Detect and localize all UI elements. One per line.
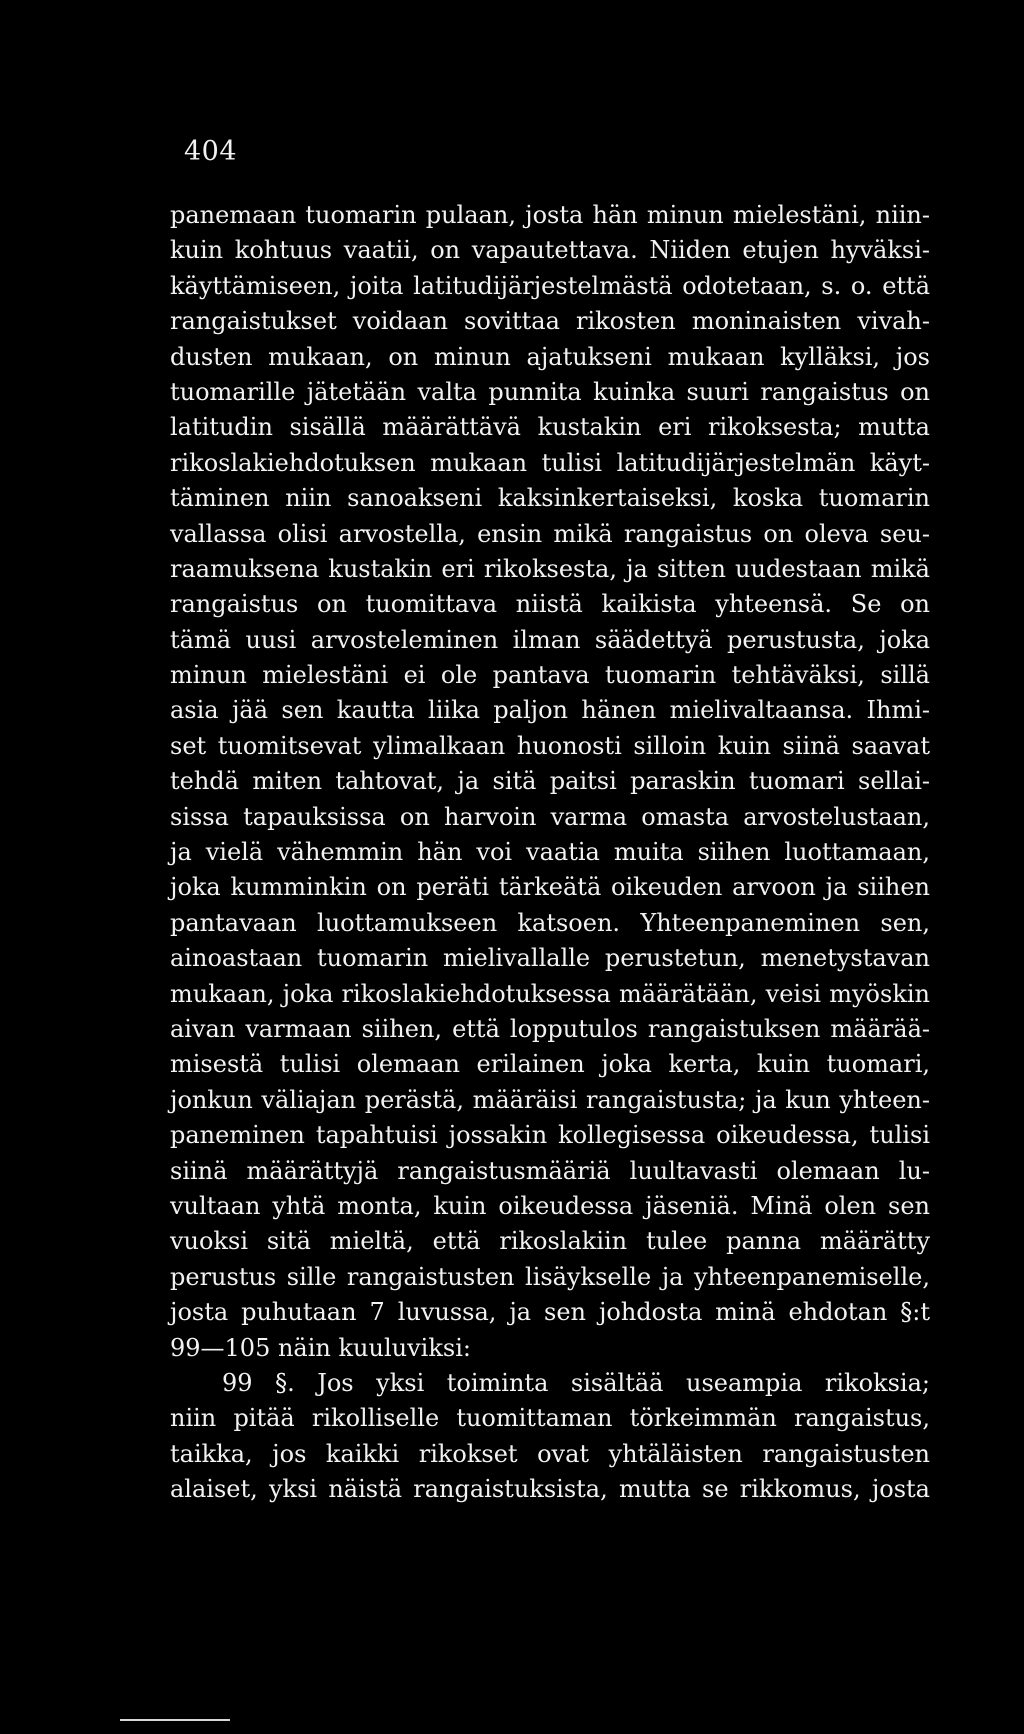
text-line: dusten mukaan, on minun ajatukseni mukaan kylläksi, jos xyxy=(170,342,930,371)
text-line: tuomarille jätetään valta punnita kuinka suuri rangaistus on xyxy=(170,377,930,406)
text-line: aivan varmaan siihen, että lopputulos rangaistuksen määrää- xyxy=(170,1014,930,1043)
text-line: panemaan tuomarin pulaan, josta hän minun mielestäni, niin- xyxy=(170,201,930,229)
text-line: paneminen tapahtuisi jossakin kollegisessa oikeudessa, tulisi xyxy=(170,1121,930,1150)
text-line: vuoksi sitä mieltä, että rikoslakiin tulee panna määrätty xyxy=(170,1227,930,1256)
text-line: set tuomitsevat ylimalkaan huonosti silloin kuin siinä saavat xyxy=(170,731,930,760)
text-line: rangaistus on tuomittava niistä kaikista yhteensä. Se on xyxy=(170,590,930,619)
text-line: josta puhutaan 7 luvussa, ja sen johdosta minä ehdotan §:t xyxy=(170,1298,930,1327)
text-line: asia jää sen kautta liika paljon hänen mielivaltaansa. Ihmi- xyxy=(170,696,930,725)
text-line: latitudin sisällä määrättävä kustakin eri rikoksesta; mutta xyxy=(170,413,930,442)
footnote-rule xyxy=(120,1719,230,1721)
text-line: ainoastaan tuomarin mielivallalle perustetun, menetystavan xyxy=(170,944,930,973)
text-line: joka kumminkin on peräti tärkeätä oikeuden arvoon ja siihen xyxy=(170,873,930,902)
text-line: jonkun väliajan perästä, määräisi rangaistusta; ja kun yhteen- xyxy=(170,1085,930,1114)
text-line: minun mielestäni ei ole pantava tuomarin tehtäväksi, sillä xyxy=(170,661,930,690)
text-line: taikka, jos kaikki rikokset ovat yhtäläisten rangaistusten xyxy=(170,1439,930,1468)
page-number: 404 xyxy=(184,136,238,167)
text-line: kuin kohtuus vaatii, on vapautettava. Niiden etujen hyväksi- xyxy=(170,236,930,265)
text-line: tämä uusi arvosteleminen ilman säädettyä perustusta, joka xyxy=(170,625,930,654)
text-line: käyttämiseen, joita latitudijärjestelmästä odotetaan, s. o. että xyxy=(170,271,930,300)
text-line: vultaan yhtä monta, kuin oikeudessa jäseniä. Minä olen sen xyxy=(170,1191,930,1220)
section-heading-line: 99 §. Jos yksi toiminta sisältää useampia rikoksia; xyxy=(222,1368,930,1397)
text-line: siinä määrättyjä rangaistusmääriä luultavasti olemaan lu- xyxy=(170,1156,930,1185)
text-line: rikoslakiehdotuksen mukaan tulisi latitudijärjestelmän käyt- xyxy=(170,448,930,477)
text-line: sissa tapauksissa on harvoin varma omasta arvostelustaan, xyxy=(170,802,930,831)
body-text xyxy=(170,198,930,1507)
text-line: perustus sille rangaistusten lisäykselle ja yhteenpanemiselle, xyxy=(170,1262,930,1291)
text-line: 99—105 näin kuuluviksi: xyxy=(170,1333,471,1362)
text-line: alaiset, yksi näistä rangaistuksista, mutta se rikkomus, josta xyxy=(170,1475,930,1504)
text-line: raamuksena kustakin eri rikoksesta, ja sitten uudestaan mikä xyxy=(170,554,930,583)
text-line: ja vielä vähemmin hän voi vaatia muita siihen luottamaan, xyxy=(170,838,930,867)
text-line: vallassa olisi arvostella, ensin mikä rangaistus on oleva seu- xyxy=(170,519,930,548)
text-line: misestä tulisi olemaan erilainen joka kerta, kuin tuomari, xyxy=(170,1050,930,1079)
text-line: niin pitää rikolliselle tuomittaman törkeimmän rangaistus, xyxy=(170,1404,930,1433)
text-line: täminen niin sanoakseni kaksinkertaiseksi, koska tuomarin xyxy=(170,484,930,513)
text-line: mukaan, joka rikoslakiehdotuksessa määrätään, veisi myöskin xyxy=(170,979,930,1008)
text-line: pantavaan luottamukseen katsoen. Yhteenpaneminen sen, xyxy=(170,908,930,937)
text-line: tehdä miten tahtovat, ja sitä paitsi paraskin tuomari sellai- xyxy=(170,767,930,796)
text-line: rangaistukset voidaan sovittaa rikosten moninaisten vivah- xyxy=(170,307,930,336)
